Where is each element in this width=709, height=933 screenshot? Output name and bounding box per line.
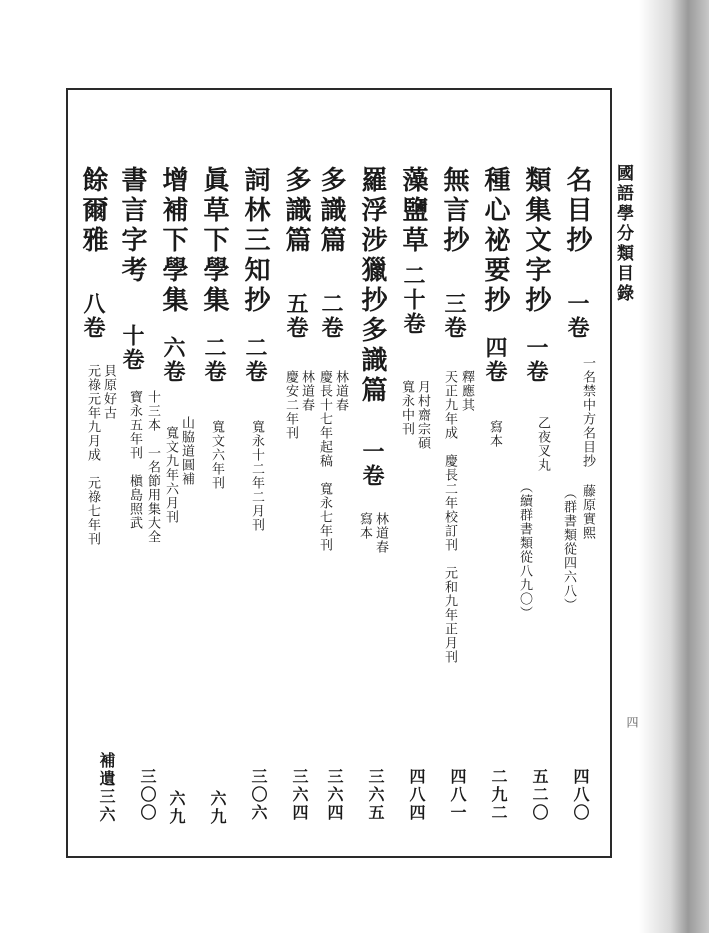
entry-volume: 五卷 <box>283 292 309 340</box>
entry-page: 三六四 <box>325 768 344 822</box>
entry-title: 藻鹽草 <box>398 166 428 256</box>
entry-page: 四八四 <box>407 768 426 822</box>
entry-note: 林道春 <box>299 370 314 412</box>
entry-page: 三〇六 <box>249 768 268 822</box>
entry-page: 六九 <box>208 790 227 826</box>
entry-note: 月村齋宗碩 <box>415 380 430 450</box>
entry-volume: 一卷 <box>359 440 385 488</box>
page-number-mark: 四 <box>625 716 639 728</box>
entry-page: 三六四 <box>290 768 309 822</box>
entry-note: 一名禁中方名目抄 藤原實熙 <box>580 356 595 540</box>
entry-volume: 八卷 <box>80 292 106 340</box>
entry-page: 六九 <box>167 790 186 826</box>
entry-note: 林道春 <box>373 512 388 554</box>
entry-volume: 一卷 <box>523 336 549 384</box>
entry-note: 慶安二年刊 <box>283 370 298 440</box>
entry-volume: 一卷 <box>564 292 590 340</box>
entry-note: 慶長十七年起稿 寬永七年刊 <box>317 370 332 552</box>
entry-title: 書言字考 <box>117 166 147 286</box>
entry-page: 五二〇 <box>530 768 549 822</box>
entry-note: 釋應其 <box>459 370 474 412</box>
entry-note: 寬文九年六月刊 <box>163 426 178 524</box>
entry-volume: 二卷 <box>242 336 268 384</box>
entry-volume: 六卷 <box>160 336 186 384</box>
entry-page: 四八〇 <box>571 768 590 822</box>
entry-page: 四八一 <box>448 768 467 822</box>
entry-note: （續群書類從八九〇） <box>517 480 532 620</box>
scan-edge <box>639 0 709 933</box>
entry-note: 寶永五年刊 槇島照武 <box>127 390 142 530</box>
entry-volume: 二卷 <box>318 292 344 340</box>
entry-note: 山脇道圓補 <box>179 416 194 486</box>
running-header: 國語學分類目錄 <box>613 164 633 304</box>
entry-title: 餘爾雅 <box>78 166 108 256</box>
entry-title: 羅浮涉獵抄多識篇 <box>357 166 387 406</box>
entry-page: 二九二 <box>489 768 508 822</box>
entry-note: （群書類從四六八） <box>561 486 576 612</box>
entry-page: 三六五 <box>366 768 385 822</box>
entry-title: 增補下學集 <box>158 166 188 316</box>
entry-note: 寬文六年刊 <box>209 420 224 490</box>
entry-volume: 二十卷 <box>400 264 426 336</box>
entry-title: 詞林三知抄 <box>240 166 270 316</box>
entry-title: 種心祕要抄 <box>480 166 510 316</box>
entry-page: 三〇〇 <box>138 768 157 822</box>
entry-note: 元祿元年九月成 元祿七年刊 <box>85 364 100 546</box>
entry-title: 類集文字抄 <box>521 166 551 316</box>
entry-title: 多識篇 <box>316 166 346 256</box>
entry-title: 眞草下學集 <box>199 166 229 316</box>
entry-volume: 十卷 <box>119 324 145 372</box>
entry-note: 寫本 <box>357 512 372 540</box>
entry-page: 補遺三六 <box>97 752 116 824</box>
entry-note: 乙夜叉丸 <box>535 416 550 472</box>
entry-note: 十三本 一名節用集大全 <box>145 390 160 544</box>
entry-note: 貝原好古 <box>101 364 116 420</box>
entry-volume: 三卷 <box>441 292 467 340</box>
entry-note: 寬永十二年二月刊 <box>249 420 264 532</box>
entry-note: 天正九年成 慶長二年校訂刊 元和九年正月刊 <box>442 370 457 664</box>
entry-title: 名目抄 <box>562 166 592 256</box>
entry-note: 林道春 <box>333 370 348 412</box>
entry-note: 寫本 <box>487 420 502 448</box>
entry-volume: 四卷 <box>482 336 508 384</box>
entry-volume: 二卷 <box>201 336 227 384</box>
entry-note: 寬永中刊 <box>399 380 414 436</box>
entry-title: 無言抄 <box>439 166 469 256</box>
entry-title: 多識篇 <box>281 166 311 256</box>
